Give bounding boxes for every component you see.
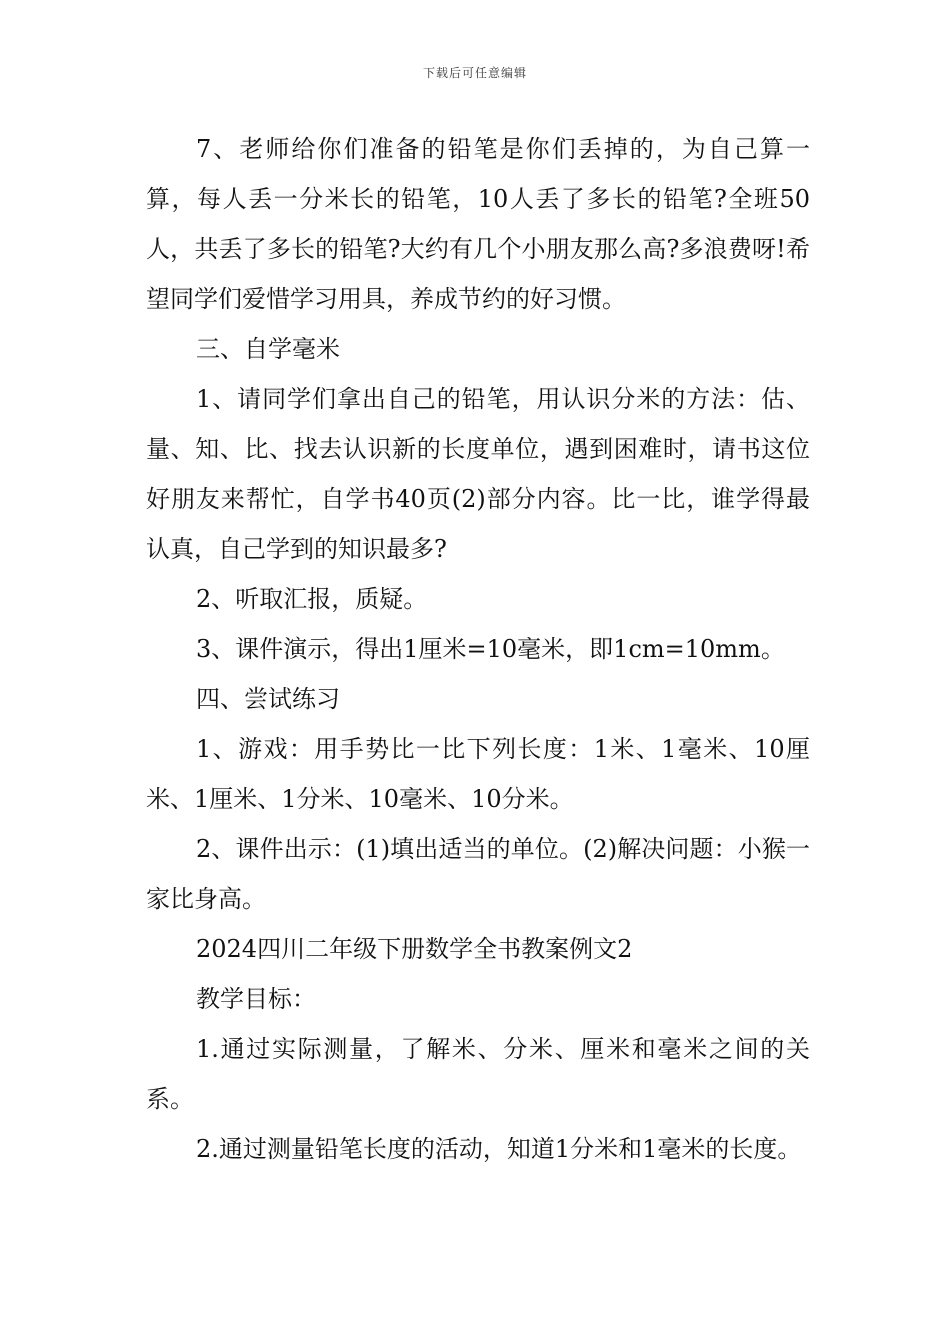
document-title-2: 2024四川二年级下册数学全书教案例文2 (196, 935, 633, 963)
header-note: 下载后可任意编辑 (422, 66, 527, 80)
paragraph-self-study-3: 3、课件演示，得出1厘米=10毫米，即1cm=10mm。 (196, 635, 785, 663)
document-body (146, 124, 810, 1174)
paragraph-item-7: 7、老师给你们准备的铅笔是你们丢掉的，为自己算一算，每人丢一分米长的铅笔，10人丢了多长的铅笔?全班50人，共丢了多长的铅笔?大约有几个小朋友那么高?多浪费呀!希望同学们爱惜学习用具，养成节约的好习惯。 (146, 135, 810, 313)
paragraph-practice-2: 2、课件出示：(1)填出适当的单位。(2)解决问题：小猴一家比身高。 (146, 835, 810, 913)
paragraph-self-study-2: 2、听取汇报，质疑。 (196, 585, 428, 613)
objective-2: 2.通过测量铅笔长度的活动，知道1分米和1毫米的长度。 (196, 1135, 802, 1163)
section-heading-self-study-mm: 三、自学毫米 (196, 335, 340, 363)
section-heading-practice: 四、尝试练习 (196, 685, 340, 713)
objective-1: 1.通过实际测量，了解米、分米、厘米和毫米之间的关系。 (146, 1035, 810, 1113)
paragraph-practice-1: 1、游戏：用手势比一比下列长度：1米、1毫米、10厘米、1厘米、1分米、10毫米、10分米。 (146, 735, 810, 813)
objectives-heading: 教学目标： (196, 985, 316, 1013)
paragraph-self-study-1: 1、请同学们拿出自己的铅笔，用认识分米的方法：估、量、知、比、找去认识新的长度单位，遇到困难时，请书这位好朋友来帮忙，自学书40页(2)部分内容。比一比，谁学得最认真，自己学到的知识最多? (146, 385, 810, 563)
